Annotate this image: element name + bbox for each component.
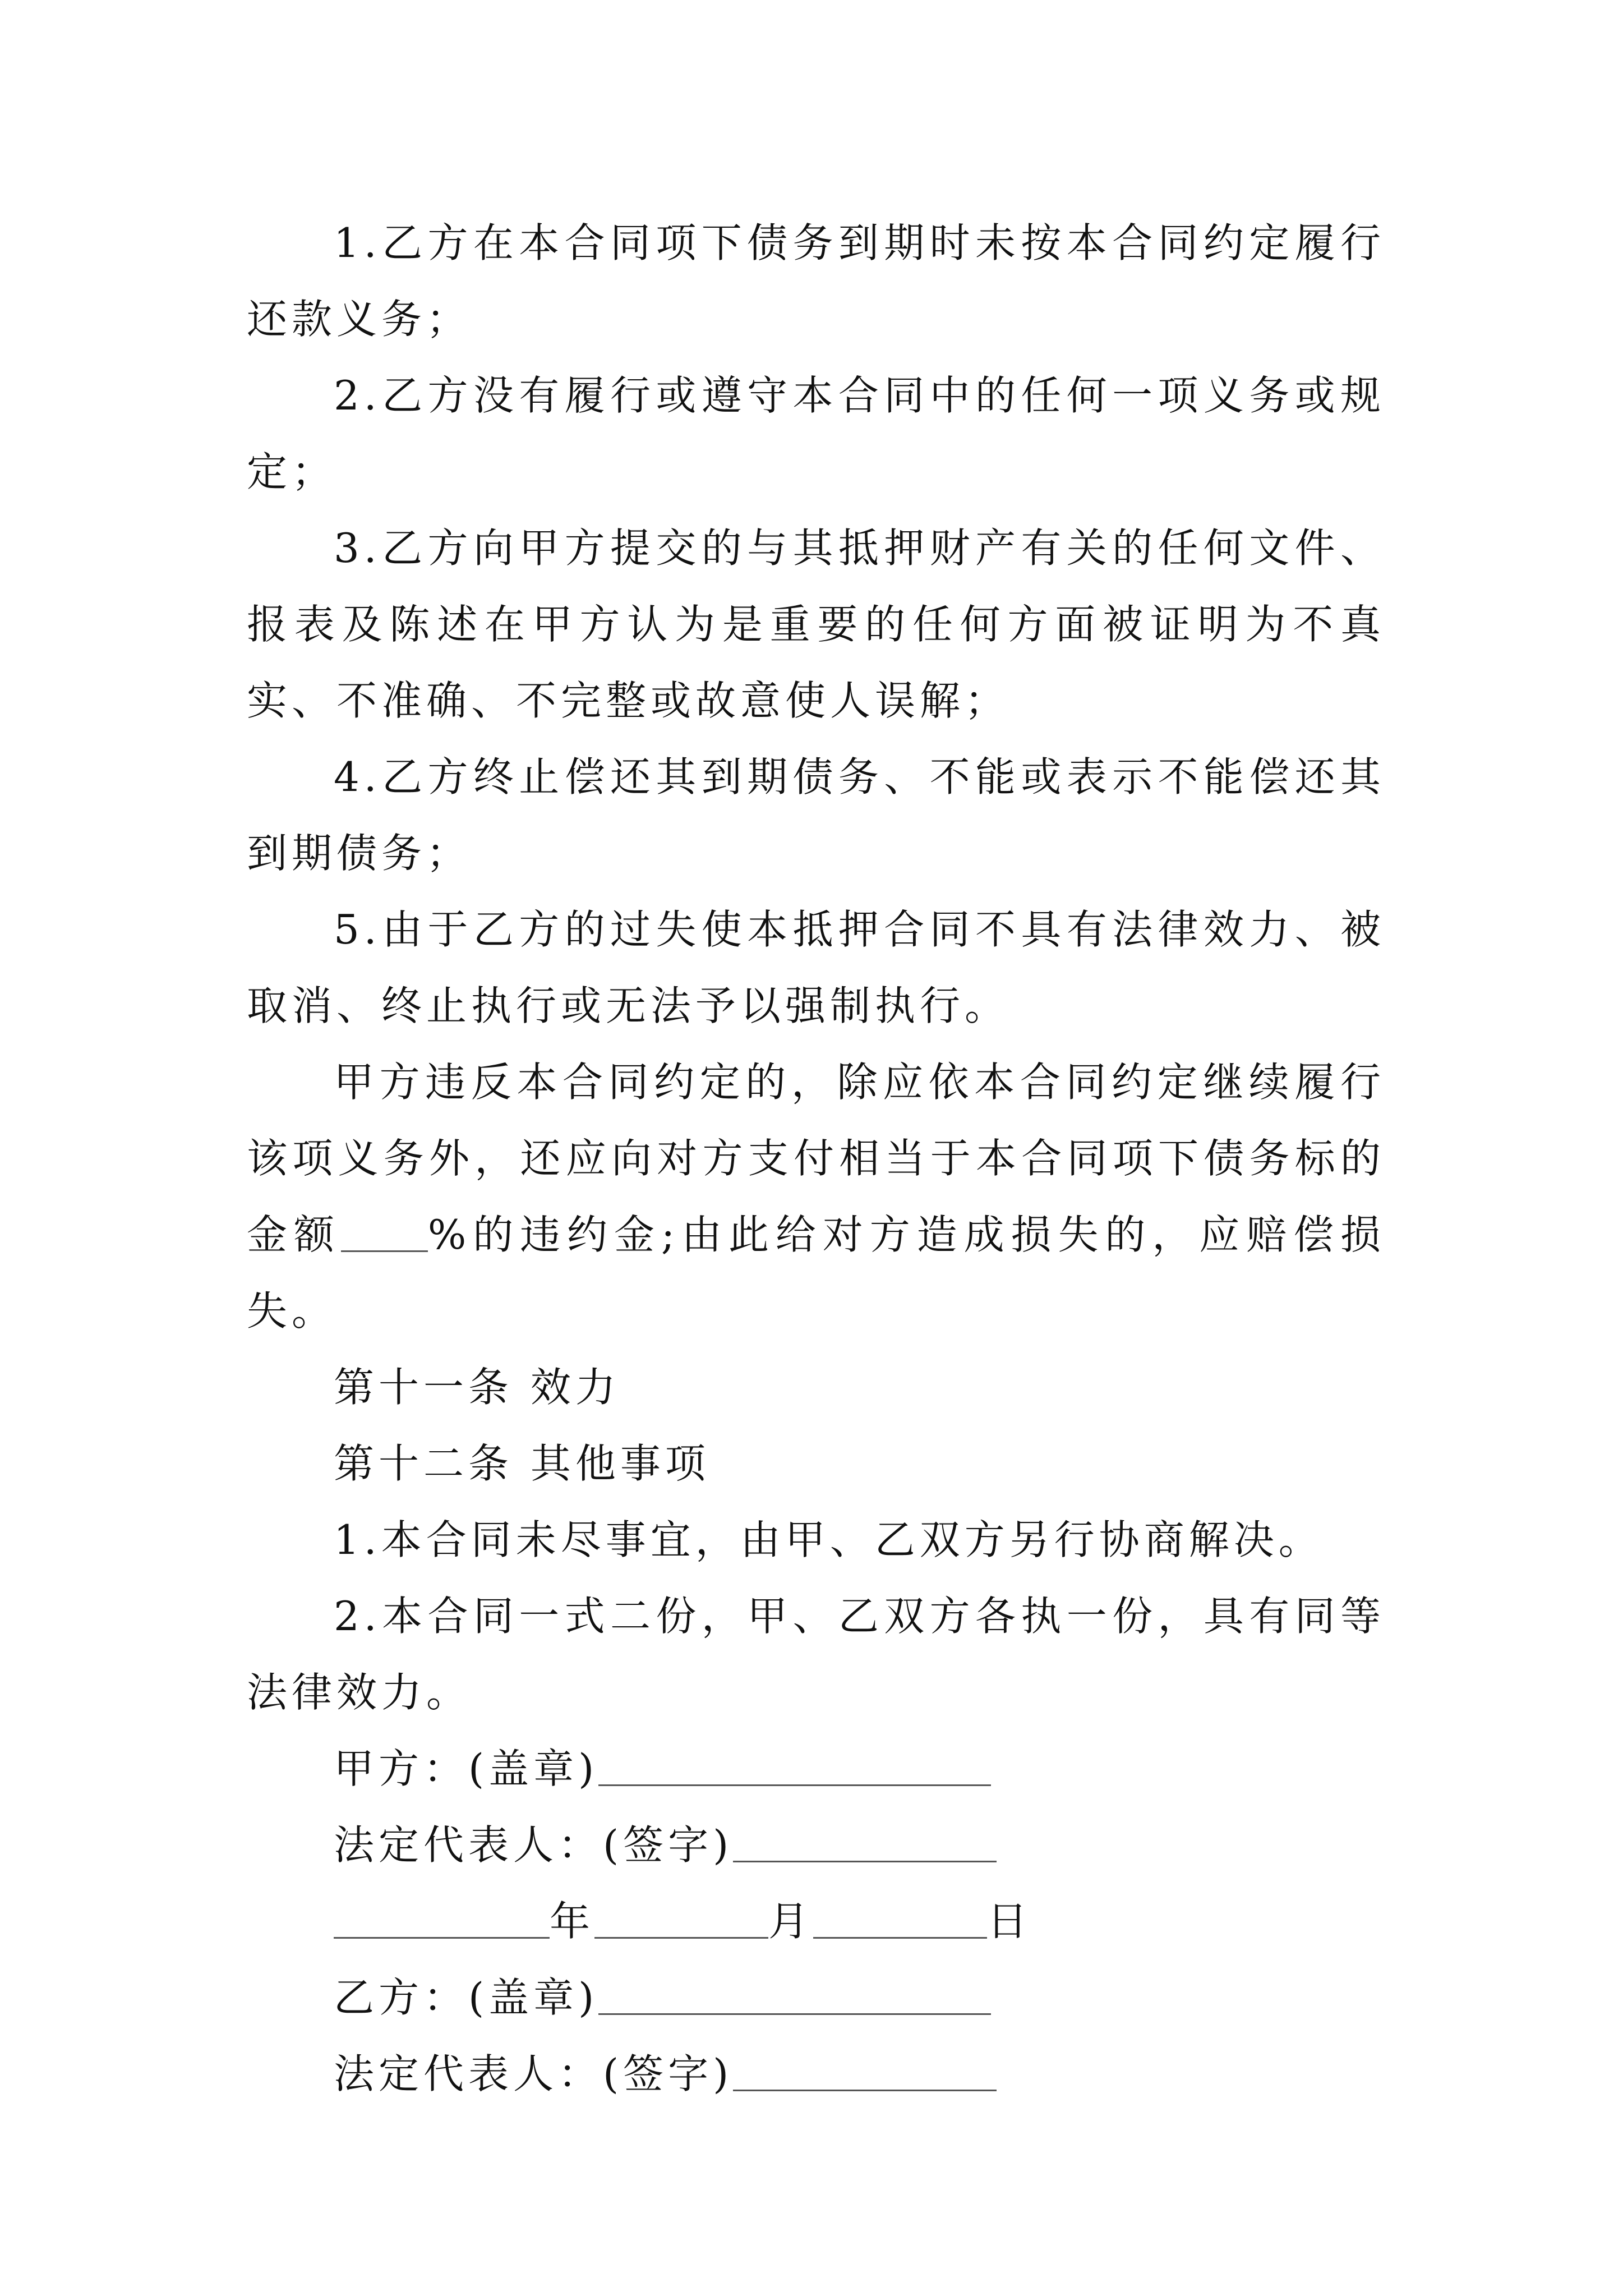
party-a-label: 甲方：(盖章)	[334, 1745, 599, 1792]
clause-item-2: 2.乙方没有履行或遵守本合同中的任何一项义务或规定；	[247, 372, 1385, 495]
penalty-percent-blank	[341, 1217, 428, 1252]
clause-item-3: 3.乙方向甲方提交的与其抵押财产有关的任何文件、报表及陈述在甲方认为是重要的任何方面被证明为不真实、不准确、不完整或故意使人误解；	[247, 524, 1385, 724]
day-blank	[813, 1903, 987, 1939]
party-b-rep-line	[247, 2036, 1385, 2112]
party-b-seal-line	[247, 1959, 1385, 2036]
contract-body	[247, 205, 1385, 2112]
clause-item-4: 4.乙方终止偿还其到期债务、不能或表示不能偿还其到期债务；	[247, 753, 1385, 877]
party-b-signature-blank	[733, 2056, 997, 2091]
party-a-rep-line	[247, 1807, 1385, 1883]
breach-clause-text-1: 甲方违反本合同约定的，除应依本合同约定继续履行该项义务外，还应向对方支付相当于本合同项下债务标的金额	[247, 1059, 1385, 1258]
year-blank	[334, 1903, 550, 1939]
month-label: 月	[768, 1898, 814, 1945]
breach-clause	[247, 1044, 1385, 1349]
article-12-item-1: 1.本合同未尽事宜，由甲、乙双方另行协商解决。	[334, 1516, 1324, 1563]
clause-item-5: 5.由于乙方的过失使本抵押合同不具有法律效力、被取消、终止执行或无法予以强制执行。	[247, 906, 1385, 1029]
party-b-rep-label: 法定代表人：(签字)	[334, 2050, 734, 2097]
party-b-label: 乙方：(盖章)	[334, 1974, 599, 2021]
party-a-signature-blank	[733, 1827, 997, 1862]
clause-item-1: 1.乙方在本合同项下债务到期时未按本合同约定履行还款义务；	[247, 219, 1385, 343]
day-label: 日	[987, 1898, 1032, 1945]
article-12-heading: 第十二条 其他事项	[334, 1440, 710, 1487]
party-a-seal-line	[247, 1731, 1385, 1807]
party-a-seal-blank	[598, 1751, 991, 1786]
breach-clause-text-2: %的违约金;由此给对方造成损失的，应赔偿损失。	[247, 1211, 1385, 1335]
article-12-item-2: 2.本合同一式二份，甲、乙双方各执一份，具有同等法律效力。	[247, 1593, 1385, 1716]
month-blank	[594, 1903, 768, 1939]
date-line	[247, 1883, 1385, 1959]
year-label: 年	[550, 1898, 595, 1945]
article-11-heading: 第十一条 效力	[334, 1364, 620, 1411]
party-b-seal-blank	[598, 1980, 991, 2015]
party-a-rep-label: 法定代表人：(签字)	[334, 1821, 734, 1869]
